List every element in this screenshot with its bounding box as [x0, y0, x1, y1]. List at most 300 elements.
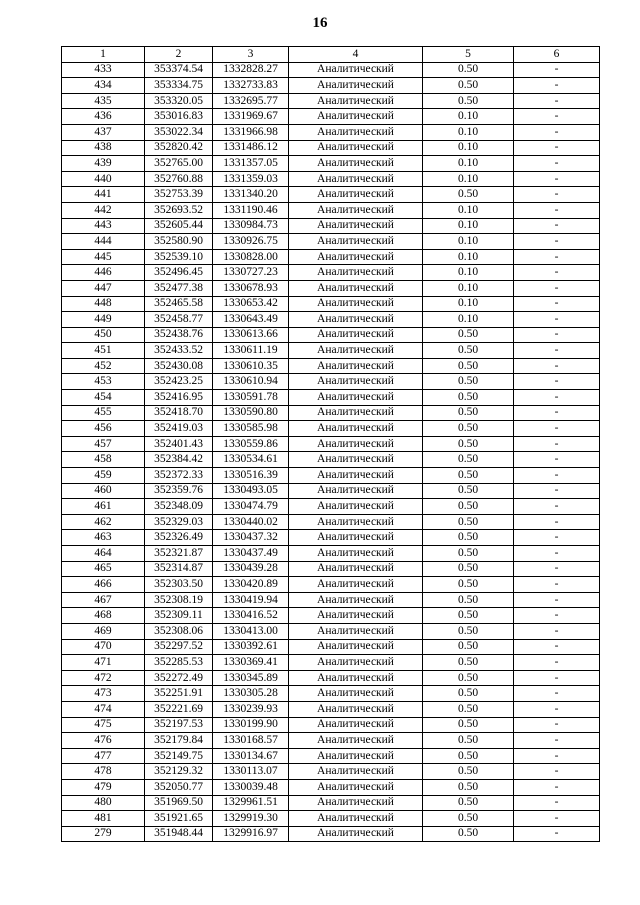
method-cell: Аналитический — [289, 374, 423, 390]
table-row — [62, 468, 600, 484]
accuracy-cell: 0.50 — [423, 78, 514, 94]
method-cell: Аналитический — [289, 623, 423, 639]
y-coordinate-cell: 1330168.57 — [213, 733, 289, 749]
y-coordinate-cell: 1330474.79 — [213, 499, 289, 515]
method-cell: Аналитический — [289, 764, 423, 780]
y-coordinate-cell: 1330653.42 — [213, 296, 289, 312]
method-cell: Аналитический — [289, 577, 423, 593]
x-coordinate-cell: 352308.06 — [145, 623, 213, 639]
table-row — [62, 592, 600, 608]
x-coordinate-cell: 352384.42 — [145, 452, 213, 468]
accuracy-cell: 0.50 — [423, 405, 514, 421]
x-coordinate-cell: 351921.65 — [145, 811, 213, 827]
method-cell: Аналитический — [289, 78, 423, 94]
accuracy-cell: 0.50 — [423, 717, 514, 733]
table-row — [62, 249, 600, 265]
y-coordinate-cell: 1330239.93 — [213, 701, 289, 717]
x-coordinate-cell: 352197.53 — [145, 717, 213, 733]
table-row — [62, 78, 600, 94]
table-row — [62, 390, 600, 406]
method-cell: Аналитический — [289, 156, 423, 172]
accuracy-cell: 0.10 — [423, 265, 514, 281]
remark-cell: - — [514, 109, 600, 125]
table-row — [62, 670, 600, 686]
point-number-cell: 478 — [62, 764, 145, 780]
point-number-cell: 472 — [62, 670, 145, 686]
accuracy-cell: 0.50 — [423, 577, 514, 593]
accuracy-cell: 0.50 — [423, 483, 514, 499]
remark-cell: - — [514, 623, 600, 639]
table-row — [62, 156, 600, 172]
x-coordinate-cell: 352416.95 — [145, 390, 213, 406]
method-cell: Аналитический — [289, 296, 423, 312]
remark-cell: - — [514, 546, 600, 562]
point-number-cell: 447 — [62, 280, 145, 296]
x-coordinate-cell: 352438.76 — [145, 327, 213, 343]
point-number-cell: 479 — [62, 779, 145, 795]
method-cell: Аналитический — [289, 171, 423, 187]
remark-cell: - — [514, 795, 600, 811]
point-number-cell: 453 — [62, 374, 145, 390]
y-coordinate-cell: 1330437.49 — [213, 546, 289, 562]
accuracy-cell: 0.50 — [423, 390, 514, 406]
x-coordinate-cell: 352820.42 — [145, 140, 213, 156]
table-row — [62, 265, 600, 281]
accuracy-cell: 0.50 — [423, 701, 514, 717]
remark-cell: - — [514, 577, 600, 593]
remark-cell: - — [514, 717, 600, 733]
accuracy-cell: 0.50 — [423, 764, 514, 780]
method-cell: Аналитический — [289, 390, 423, 406]
y-coordinate-cell: 1331190.46 — [213, 202, 289, 218]
remark-cell: - — [514, 187, 600, 203]
x-coordinate-cell: 352359.76 — [145, 483, 213, 499]
column-header: 2 — [145, 47, 213, 63]
y-coordinate-cell: 1330678.93 — [213, 280, 289, 296]
table-row — [62, 483, 600, 499]
accuracy-cell: 0.10 — [423, 249, 514, 265]
remark-cell: - — [514, 343, 600, 359]
x-coordinate-cell: 352580.90 — [145, 234, 213, 250]
point-number-cell: 279 — [62, 826, 145, 842]
remark-cell: - — [514, 234, 600, 250]
table-row — [62, 62, 600, 78]
x-coordinate-cell: 352433.52 — [145, 343, 213, 359]
y-coordinate-cell: 1331969.67 — [213, 109, 289, 125]
point-number-cell: 475 — [62, 717, 145, 733]
method-cell: Аналитический — [289, 109, 423, 125]
x-coordinate-cell: 352314.87 — [145, 561, 213, 577]
remark-cell: - — [514, 421, 600, 437]
accuracy-cell: 0.50 — [423, 733, 514, 749]
y-coordinate-cell: 1330420.89 — [213, 577, 289, 593]
table-row — [62, 187, 600, 203]
point-number-cell: 476 — [62, 733, 145, 749]
point-number-cell: 455 — [62, 405, 145, 421]
y-coordinate-cell: 1330828.00 — [213, 249, 289, 265]
y-coordinate-cell: 1330643.49 — [213, 312, 289, 328]
x-coordinate-cell: 351969.50 — [145, 795, 213, 811]
accuracy-cell: 0.50 — [423, 779, 514, 795]
accuracy-cell: 0.50 — [423, 187, 514, 203]
accuracy-cell: 0.50 — [423, 670, 514, 686]
remark-cell: - — [514, 452, 600, 468]
method-cell: Аналитический — [289, 202, 423, 218]
method-cell: Аналитический — [289, 265, 423, 281]
y-coordinate-cell: 1330534.61 — [213, 452, 289, 468]
method-cell: Аналитический — [289, 218, 423, 234]
x-coordinate-cell: 352605.44 — [145, 218, 213, 234]
point-number-cell: 481 — [62, 811, 145, 827]
y-coordinate-cell: 1330199.90 — [213, 717, 289, 733]
remark-cell: - — [514, 468, 600, 484]
page-number: 16 — [312, 15, 328, 31]
table-row — [62, 639, 600, 655]
table-row — [62, 421, 600, 437]
point-number-cell: 462 — [62, 514, 145, 530]
method-cell: Аналитический — [289, 748, 423, 764]
accuracy-cell: 0.50 — [423, 530, 514, 546]
x-coordinate-cell: 352272.49 — [145, 670, 213, 686]
accuracy-cell: 0.50 — [423, 748, 514, 764]
remark-cell: - — [514, 171, 600, 187]
remark-cell: - — [514, 561, 600, 577]
y-coordinate-cell: 1331966.98 — [213, 124, 289, 140]
point-number-cell: 480 — [62, 795, 145, 811]
column-header: 4 — [289, 47, 423, 63]
remark-cell: - — [514, 327, 600, 343]
y-coordinate-cell: 1330439.28 — [213, 561, 289, 577]
point-number-cell: 446 — [62, 265, 145, 281]
column-header: 5 — [423, 47, 514, 63]
remark-cell: - — [514, 733, 600, 749]
x-coordinate-cell: 352329.03 — [145, 514, 213, 530]
point-number-cell: 459 — [62, 468, 145, 484]
remark-cell: - — [514, 296, 600, 312]
point-number-cell: 458 — [62, 452, 145, 468]
point-number-cell: 444 — [62, 234, 145, 250]
x-coordinate-cell: 353016.83 — [145, 109, 213, 125]
remark-cell: - — [514, 764, 600, 780]
point-number-cell: 440 — [62, 171, 145, 187]
method-cell: Аналитический — [289, 546, 423, 562]
table-row — [62, 779, 600, 795]
point-number-cell: 434 — [62, 78, 145, 94]
remark-cell: - — [514, 280, 600, 296]
remark-cell: - — [514, 249, 600, 265]
y-coordinate-cell: 1330590.80 — [213, 405, 289, 421]
x-coordinate-cell: 352251.91 — [145, 686, 213, 702]
x-coordinate-cell: 352303.50 — [145, 577, 213, 593]
remark-cell: - — [514, 530, 600, 546]
method-cell: Аналитический — [289, 93, 423, 109]
point-number-cell: 454 — [62, 390, 145, 406]
table-row — [62, 546, 600, 562]
x-coordinate-cell: 352477.38 — [145, 280, 213, 296]
method-cell: Аналитический — [289, 811, 423, 827]
x-coordinate-cell: 353334.75 — [145, 78, 213, 94]
y-coordinate-cell: 1332733.83 — [213, 78, 289, 94]
method-cell: Аналитический — [289, 701, 423, 717]
x-coordinate-cell: 352129.32 — [145, 764, 213, 780]
remark-cell: - — [514, 483, 600, 499]
remark-cell: - — [514, 436, 600, 452]
y-coordinate-cell: 1330610.94 — [213, 374, 289, 390]
y-coordinate-cell: 1331486.12 — [213, 140, 289, 156]
y-coordinate-cell: 1330419.94 — [213, 592, 289, 608]
remark-cell: - — [514, 124, 600, 140]
remark-cell: - — [514, 499, 600, 515]
point-number-cell: 439 — [62, 156, 145, 172]
method-cell: Аналитический — [289, 312, 423, 328]
remark-cell: - — [514, 592, 600, 608]
method-cell: Аналитический — [289, 234, 423, 250]
method-cell: Аналитический — [289, 608, 423, 624]
method-cell: Аналитический — [289, 686, 423, 702]
x-coordinate-cell: 352050.77 — [145, 779, 213, 795]
y-coordinate-cell: 1331340.20 — [213, 187, 289, 203]
y-coordinate-cell: 1330305.28 — [213, 686, 289, 702]
y-coordinate-cell: 1332828.27 — [213, 62, 289, 78]
point-number-cell: 460 — [62, 483, 145, 499]
point-number-cell: 465 — [62, 561, 145, 577]
accuracy-cell: 0.50 — [423, 811, 514, 827]
accuracy-cell: 0.50 — [423, 655, 514, 671]
y-coordinate-cell: 1330559.86 — [213, 436, 289, 452]
method-cell: Аналитический — [289, 483, 423, 499]
point-number-cell: 441 — [62, 187, 145, 203]
accuracy-cell: 0.50 — [423, 795, 514, 811]
table-row — [62, 202, 600, 218]
accuracy-cell: 0.50 — [423, 436, 514, 452]
method-cell: Аналитический — [289, 358, 423, 374]
x-coordinate-cell: 352418.70 — [145, 405, 213, 421]
column-header: 3 — [213, 47, 289, 63]
y-coordinate-cell: 1329919.30 — [213, 811, 289, 827]
x-coordinate-cell: 352465.58 — [145, 296, 213, 312]
point-number-cell: 450 — [62, 327, 145, 343]
y-coordinate-cell: 1330437.32 — [213, 530, 289, 546]
remark-cell: - — [514, 265, 600, 281]
method-cell: Аналитический — [289, 327, 423, 343]
x-coordinate-cell: 352309.11 — [145, 608, 213, 624]
x-coordinate-cell: 352496.45 — [145, 265, 213, 281]
x-coordinate-cell: 352419.03 — [145, 421, 213, 437]
coordinates-table — [61, 46, 600, 842]
y-coordinate-cell: 1330413.00 — [213, 623, 289, 639]
accuracy-cell: 0.50 — [423, 608, 514, 624]
x-coordinate-cell: 353022.34 — [145, 124, 213, 140]
table-row — [62, 733, 600, 749]
table-row — [62, 795, 600, 811]
remark-cell: - — [514, 686, 600, 702]
table-row — [62, 514, 600, 530]
method-cell: Аналитический — [289, 452, 423, 468]
point-number-cell: 443 — [62, 218, 145, 234]
point-number-cell: 467 — [62, 592, 145, 608]
table-row — [62, 218, 600, 234]
point-number-cell: 451 — [62, 343, 145, 359]
method-cell: Аналитический — [289, 514, 423, 530]
table-row — [62, 561, 600, 577]
column-header: 1 — [62, 47, 145, 63]
table-row — [62, 405, 600, 421]
x-coordinate-cell: 351948.44 — [145, 826, 213, 842]
x-coordinate-cell: 353320.05 — [145, 93, 213, 109]
table-row — [62, 140, 600, 156]
method-cell: Аналитический — [289, 280, 423, 296]
table-row — [62, 436, 600, 452]
point-number-cell: 469 — [62, 623, 145, 639]
method-cell: Аналитический — [289, 592, 423, 608]
accuracy-cell: 0.50 — [423, 327, 514, 343]
table-row — [62, 655, 600, 671]
x-coordinate-cell: 352221.69 — [145, 701, 213, 717]
method-cell: Аналитический — [289, 733, 423, 749]
y-coordinate-cell: 1332695.77 — [213, 93, 289, 109]
accuracy-cell: 0.50 — [423, 686, 514, 702]
y-coordinate-cell: 1330613.66 — [213, 327, 289, 343]
table-row — [62, 374, 600, 390]
table-row — [62, 234, 600, 250]
method-cell: Аналитический — [289, 436, 423, 452]
accuracy-cell: 0.10 — [423, 234, 514, 250]
x-coordinate-cell: 352308.19 — [145, 592, 213, 608]
method-cell: Аналитический — [289, 405, 423, 421]
y-coordinate-cell: 1330392.61 — [213, 639, 289, 655]
accuracy-cell: 0.50 — [423, 358, 514, 374]
x-coordinate-cell: 352297.52 — [145, 639, 213, 655]
column-header: 6 — [514, 47, 600, 63]
point-number-cell: 442 — [62, 202, 145, 218]
y-coordinate-cell: 1330345.89 — [213, 670, 289, 686]
method-cell: Аналитический — [289, 140, 423, 156]
remark-cell: - — [514, 811, 600, 827]
remark-cell: - — [514, 639, 600, 655]
y-coordinate-cell: 1330727.23 — [213, 265, 289, 281]
accuracy-cell: 0.10 — [423, 140, 514, 156]
accuracy-cell: 0.10 — [423, 202, 514, 218]
accuracy-cell: 0.50 — [423, 639, 514, 655]
accuracy-cell: 0.50 — [423, 62, 514, 78]
y-coordinate-cell: 1330585.98 — [213, 421, 289, 437]
accuracy-cell: 0.10 — [423, 156, 514, 172]
point-number-cell: 470 — [62, 639, 145, 655]
x-coordinate-cell: 352348.09 — [145, 499, 213, 515]
point-number-cell: 436 — [62, 109, 145, 125]
table-row — [62, 748, 600, 764]
x-coordinate-cell: 352401.43 — [145, 436, 213, 452]
method-cell: Аналитический — [289, 655, 423, 671]
table-row — [62, 717, 600, 733]
point-number-cell: 463 — [62, 530, 145, 546]
table-row — [62, 358, 600, 374]
x-coordinate-cell: 352693.52 — [145, 202, 213, 218]
method-cell: Аналитический — [289, 779, 423, 795]
y-coordinate-cell: 1330984.73 — [213, 218, 289, 234]
remark-cell: - — [514, 93, 600, 109]
y-coordinate-cell: 1330039.48 — [213, 779, 289, 795]
table-body — [62, 62, 600, 842]
table-row — [62, 764, 600, 780]
remark-cell: - — [514, 78, 600, 94]
x-coordinate-cell: 352423.25 — [145, 374, 213, 390]
accuracy-cell: 0.50 — [423, 499, 514, 515]
point-number-cell: 433 — [62, 62, 145, 78]
x-coordinate-cell: 352458.77 — [145, 312, 213, 328]
table-row — [62, 312, 600, 328]
remark-cell: - — [514, 779, 600, 795]
remark-cell: - — [514, 156, 600, 172]
remark-cell: - — [514, 374, 600, 390]
remark-cell: - — [514, 405, 600, 421]
point-number-cell: 448 — [62, 296, 145, 312]
remark-cell: - — [514, 826, 600, 842]
table-row — [62, 701, 600, 717]
y-coordinate-cell: 1330113.07 — [213, 764, 289, 780]
table-row — [62, 327, 600, 343]
point-number-cell: 435 — [62, 93, 145, 109]
accuracy-cell: 0.10 — [423, 296, 514, 312]
accuracy-cell: 0.50 — [423, 546, 514, 562]
remark-cell: - — [514, 140, 600, 156]
y-coordinate-cell: 1330493.05 — [213, 483, 289, 499]
accuracy-cell: 0.50 — [423, 421, 514, 437]
accuracy-cell: 0.50 — [423, 514, 514, 530]
point-number-cell: 461 — [62, 499, 145, 515]
remark-cell: - — [514, 390, 600, 406]
table-row — [62, 93, 600, 109]
x-coordinate-cell: 352765.00 — [145, 156, 213, 172]
method-cell: Аналитический — [289, 717, 423, 733]
method-cell: Аналитический — [289, 468, 423, 484]
y-coordinate-cell: 1331359.03 — [213, 171, 289, 187]
y-coordinate-cell: 1330516.39 — [213, 468, 289, 484]
method-cell: Аналитический — [289, 826, 423, 842]
accuracy-cell: 0.10 — [423, 124, 514, 140]
remark-cell: - — [514, 312, 600, 328]
point-number-cell: 438 — [62, 140, 145, 156]
table-row — [62, 171, 600, 187]
accuracy-cell: 0.50 — [423, 343, 514, 359]
y-coordinate-cell: 1330591.78 — [213, 390, 289, 406]
point-number-cell: 477 — [62, 748, 145, 764]
accuracy-cell: 0.50 — [423, 592, 514, 608]
remark-cell: - — [514, 358, 600, 374]
method-cell: Аналитический — [289, 499, 423, 515]
point-number-cell: 473 — [62, 686, 145, 702]
x-coordinate-cell: 352753.39 — [145, 187, 213, 203]
x-coordinate-cell: 352149.75 — [145, 748, 213, 764]
table-row — [62, 109, 600, 125]
table-row — [62, 499, 600, 515]
table-row — [62, 686, 600, 702]
x-coordinate-cell: 352326.49 — [145, 530, 213, 546]
accuracy-cell: 0.50 — [423, 468, 514, 484]
y-coordinate-cell: 1331357.05 — [213, 156, 289, 172]
method-cell: Аналитический — [289, 639, 423, 655]
point-number-cell: 466 — [62, 577, 145, 593]
y-coordinate-cell: 1330611.19 — [213, 343, 289, 359]
table-row — [62, 577, 600, 593]
method-cell: Аналитический — [289, 124, 423, 140]
point-number-cell: 452 — [62, 358, 145, 374]
table-row — [62, 811, 600, 827]
table-header-row — [62, 47, 600, 63]
point-number-cell: 464 — [62, 546, 145, 562]
remark-cell: - — [514, 202, 600, 218]
method-cell: Аналитический — [289, 62, 423, 78]
